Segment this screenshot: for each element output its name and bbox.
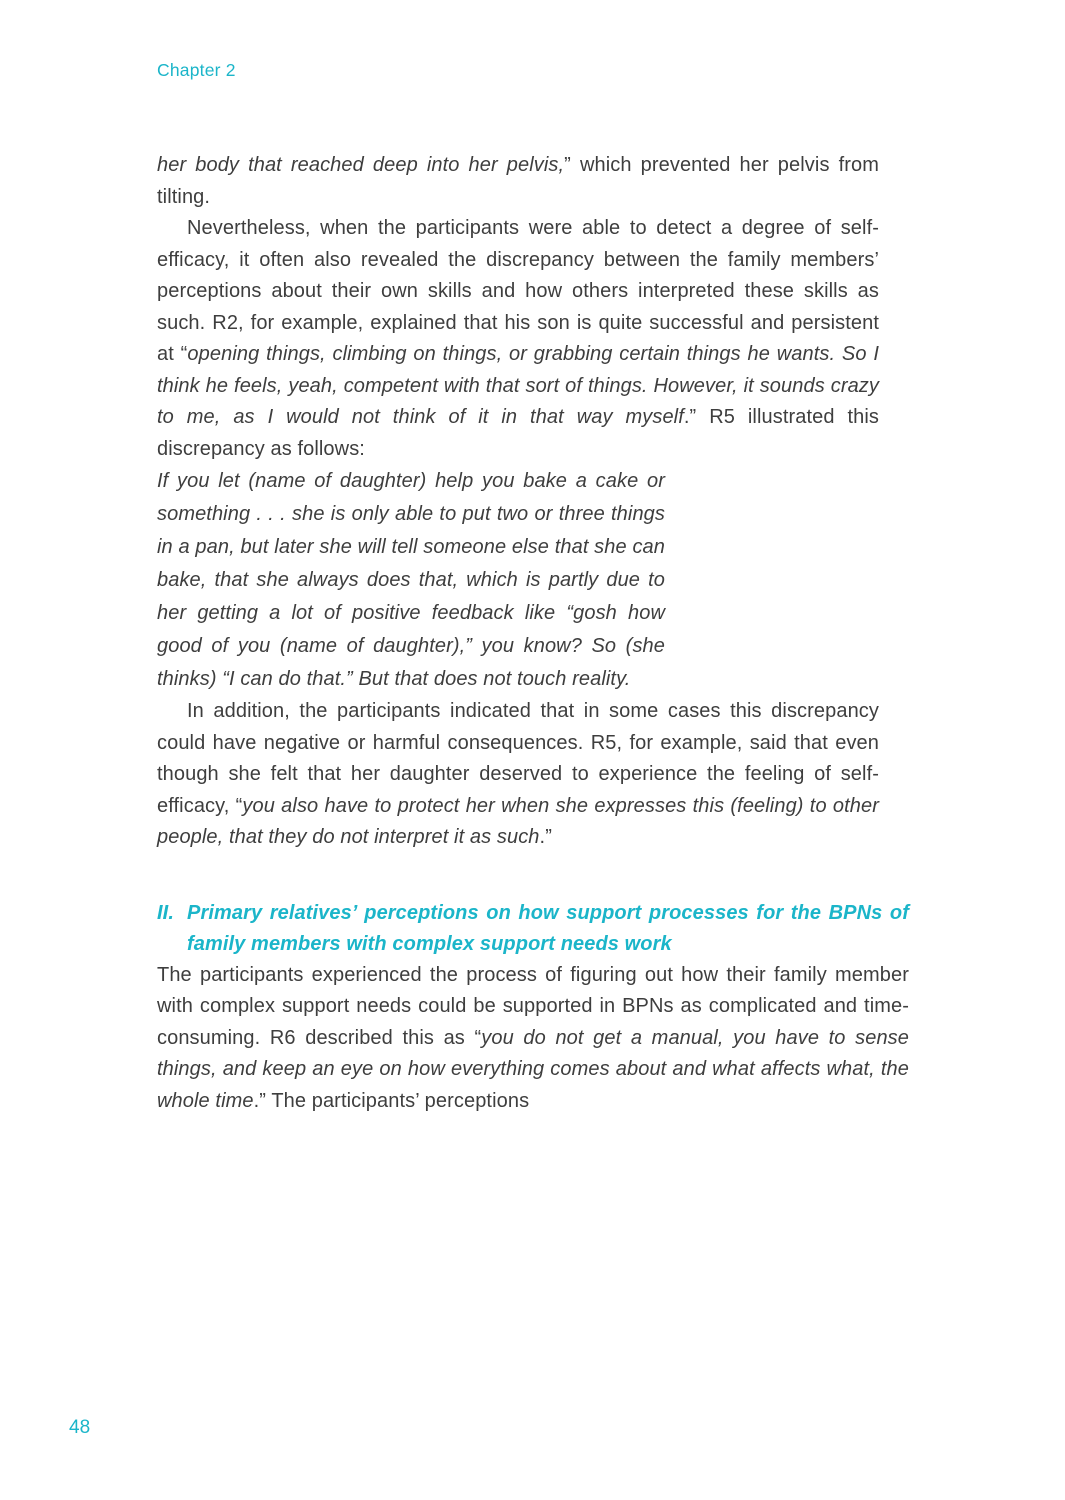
italic-quote-segment: her body that reached deep into her pelvis,: [157, 154, 565, 176]
block-quote: [157, 465, 665, 696]
section-heading-marker: II.: [157, 901, 174, 924]
text-segment: .” The participants’ perceptions: [253, 1089, 530, 1112]
quote-text: If you let (name of daughter) help you bake a cake or something . . . she is only able to put two or three things in a pan, but later she will tell someone else that she can bake, that she always does that, which is partly due to her getting a lot of positive feedback like “gosh how good of you (name of daughter),” you know? So (she thinks) “I can do that.” But that does not touch reality.: [157, 470, 665, 690]
paragraph-nevertheless: [157, 213, 879, 465]
page-number: 48: [69, 1417, 91, 1438]
text-segment: Nevertheless, when the participants were able to detect a degree of self-efficacy, it often also revealed the discrepancy between the family members’ perceptions about their own skills and how others interpreted these skills as such. R2, for example, explained that his son is quite successful and persistent at “: [157, 217, 879, 365]
text-segment: .” R5 illustrated this discrepancy as follows:: [157, 406, 880, 460]
text-segment: In addition, the participants indicated that in some cases this discrepancy could have negative or harmful consequences. R5, for example, said that even though she felt that her daughter deserved to experience the feeling of self-efficacy, “: [157, 700, 879, 817]
text-segment: The participants experienced the process of figuring out how their family member with complex support needs could be supported in BPNs as complicated and time-consuming. R6 described this as “: [157, 963, 909, 1049]
italic-quote-segment: you also have to protect her when she expresses this (feeling) to other people, that they do not interpret it as such: [157, 794, 879, 848]
page-content: [157, 150, 909, 1117]
italic-quote-segment: you do not get a manual, you have to sense things, and keep an eye on how everything comes about and what affects what, the whole time: [157, 1026, 909, 1112]
italic-quote-segment: opening things, climbing on things, or grabbing certain things he wants. So I think he feels, yeah, competent with that sort of things. However, it sounds crazy to me, as I would not think of it in that way myself: [157, 343, 879, 428]
paragraph-participants-experienced: [157, 960, 909, 1118]
paragraph-continuation: [157, 150, 879, 213]
text-segment: .”: [539, 826, 552, 848]
section-heading: [157, 898, 909, 960]
paragraph-in-addition: [157, 696, 879, 854]
text-segment: ” which prevented her pelvis from tilting.: [157, 154, 879, 208]
section-heading-text: Primary relatives’ perceptions on how support processes for the BPNs of family members with complex support needs work: [187, 901, 909, 955]
chapter-label: Chapter 2: [157, 60, 236, 80]
